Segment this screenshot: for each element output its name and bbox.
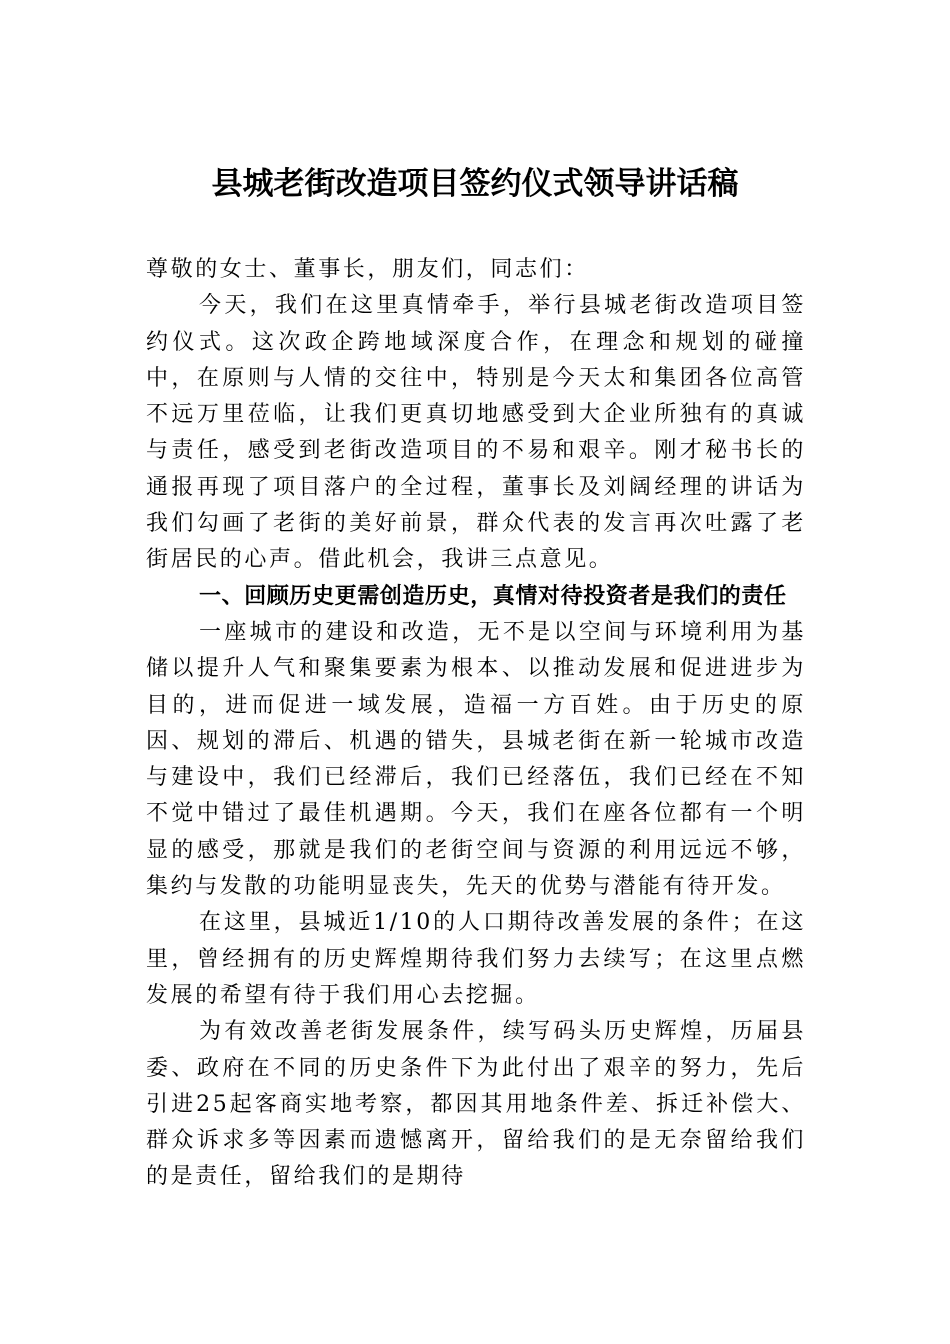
paragraph-here: 在这里，县城近1/10的人口期待改善发展的条件；在这里，曾经拥有的历史辉煌期待我们努力去续写；在这里点燃发展的希望有待于我们用心去挖掘。 (146, 910, 806, 1008)
paragraph-efforts: 为有效改善老街发展条件，续写码头历史辉煌，历届县委、政府在不同的历史条件下为此付出了艰辛的努力，先后引进25起客商实地考察，都因其用地条件差、拆迁补偿大、群众诉求多等因素而遗憾离开，留给我们的是无奈留给我们的是责任，留给我们的是期待 (146, 1019, 806, 1190)
paragraph-opening: 今天，我们在这里真情牵手，举行县城老街改造项目签约仪式。这次政企跨地域深度合作，在理念和规划的碰撞中，在原则与人情的交往中，特别是今天太和集团各位高管不远万里莅临，让我们更真切地感受到大企业所独有的真诚与责任，感受到老街改造项目的不易和艰辛。刚才秘书长的通报再现了项目落户的全过程，董事长及刘阔经理的讲话为我们勾画了老街的美好前景，群众代表的发言再次吐露了老街居民的心声。借此机会，我讲三点意见。 (146, 293, 806, 573)
section-heading: 一、回顾历史更需创造历史，真情对待投资者是我们的责任 (199, 583, 787, 609)
document-body (146, 252, 806, 1196)
salutation: 尊敬的女士、董事长，朋友们，同志们： (146, 257, 589, 282)
paragraph-city-construction: 一座城市的建设和改造，无不是以空间与环境利用为基储以提升人气和聚集要素为根本、以推动发展和促进进步为目的，进而促进一域发展，造福一方百姓。由于历史的原因、规划的滞后、机遇的错失，县城老街在新一轮城市改造与建设中，我们已经滞后，我们已经落伍，我们已经在不知不觉中错过了最佳机遇期。今天，我们在座各位都有一个明显的感受，那就是我们的老街空间与资源的利用远远不够，集约与发散的功能明显丧失，先天的优势与潜能有待开发。 (146, 619, 806, 900)
document-title: 县城老街改造项目签约仪式领导讲话稿 (211, 166, 739, 202)
